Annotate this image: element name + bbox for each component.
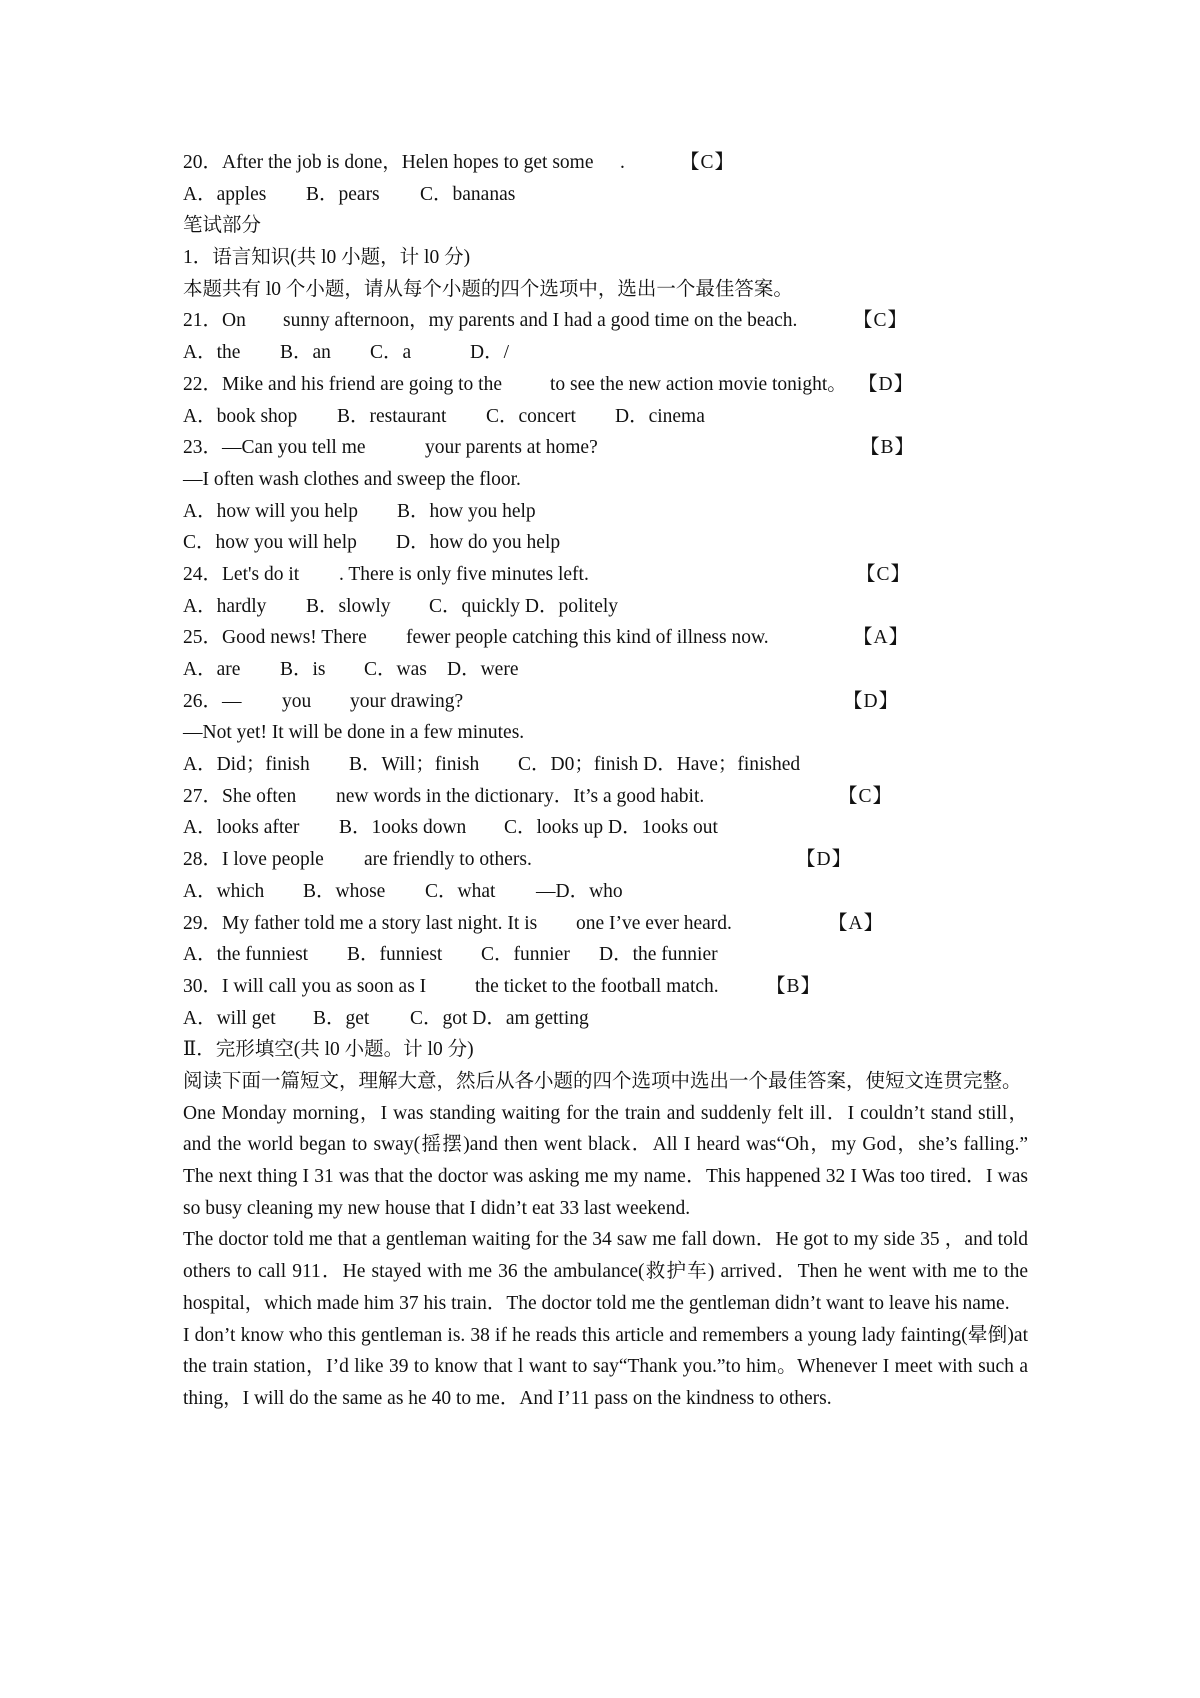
question-stem-cont: sunny afternoon，my parents and I had a good time on the beach. [283, 310, 798, 332]
question-stem-cont: the ticket to the football match. [475, 975, 719, 997]
option-d: D．the funnier [599, 944, 718, 966]
passage-paragraph-2: The doctor told me that a gentleman waiting for the 34 saw me fall down．He got to my side 35 ，and told others to call 911．He stayed with me 36 the ambulance(救护车) arrived．Then he went with me to the hospital，which made him 37 his train．The doctor told me the gentleman didn’t want to leave his name. [183, 1229, 1028, 1314]
question-29 [183, 908, 1028, 940]
option-c: C．how you will help [183, 532, 357, 554]
question-20 [183, 147, 1028, 179]
option-c: C．funnier [481, 944, 570, 966]
option-b: B．pears [306, 183, 380, 205]
question-stem: 21．On [183, 310, 246, 332]
option-a: A．the funniest [183, 944, 309, 966]
question-30 [183, 971, 1028, 1003]
option-d: D．how do you help [396, 532, 561, 554]
passage-paragraph-3: I don’t know who this gentleman is. 38 if he reads this article and remembers a young lady fainting(晕倒)at the train station，I’d like 39 to know that l want to say“Thank you.”to him。Whenever I meet with such a thing，I will do the same as he 40 to me．And I’11 pass on the kindness to others. [183, 1324, 1028, 1409]
option-a: A．how will you help [183, 500, 358, 522]
options-20 [183, 179, 1028, 211]
question-22 [183, 369, 1028, 401]
answer-key: 【A】 [853, 627, 910, 649]
answer-key: 【C】 [680, 152, 736, 173]
option-a: A．Did；finish [183, 754, 310, 776]
option-a: A．will get [183, 1007, 276, 1029]
question-stem: 22．Mike and his friend are going to the [183, 373, 502, 395]
options-29 [183, 939, 1028, 971]
option-a: A．book shop [183, 405, 298, 427]
option-b: B．funniest [347, 944, 443, 966]
option-b: B．is [280, 659, 326, 680]
question-stem: 29．My father told me a story last night. It is [183, 912, 538, 934]
option-b: B．how you help [397, 500, 536, 522]
question-stem: 25．Good news! There [183, 627, 367, 649]
options-23-ab [183, 496, 1028, 528]
question-23-reply: —I often wash clothes and sweep the floor. [183, 468, 521, 490]
answer-key: 【A】 [828, 912, 885, 934]
options-24 [183, 591, 1028, 623]
option-d: —D．who [536, 880, 623, 902]
option-c: C．got D．am getting [410, 1007, 589, 1029]
question-stem-cont: your drawing? [350, 690, 464, 712]
answer-key: 【C】 [853, 310, 909, 332]
option-b: B．an [280, 342, 331, 364]
question-26-reply: —Not yet! It will be done in a few minutes. [183, 722, 525, 744]
exam-page [183, 147, 1028, 1415]
question-stem-cont: are friendly to others. [364, 849, 532, 871]
options-22 [183, 401, 1028, 433]
options-23-cd [183, 527, 1028, 559]
answer-key: 【B】 [860, 437, 916, 459]
question-27 [183, 781, 1028, 813]
answer-key: 【C】 [856, 563, 912, 585]
question-stem: 28．I love people [183, 849, 324, 871]
question-28 [183, 844, 1028, 876]
question-stem-cont: . There is only five minutes left. [339, 563, 589, 585]
answer-key: 【D】 [858, 373, 915, 395]
option-d: D．were [447, 659, 519, 680]
question-stem-cont: to see the new action movie tonight。 [550, 373, 847, 395]
question-24 [183, 559, 1028, 591]
option-a: A．which [183, 880, 265, 902]
question-stem-cont: one I’ve ever heard. [576, 912, 732, 934]
question-stem: 24．Let's do it [183, 563, 300, 585]
section-2-title: Ⅱ．完形填空(共 l0 小题。计 l0 分) [183, 1039, 474, 1061]
passage-paragraph-1: One Monday morning，I was standing waiting for the train and suddenly felt ill．I couldn’t stand still，and the world began to sway(摇摆)and then went black．All I heard was“Oh，my God，she’s falling.” The next thing I 31 was that the doctor was asking me my name．This happened 32 I Was too tired．I was so busy cleaning my new house that I didn’t eat 33 last weekend. [183, 1102, 1028, 1219]
answer-key: 【B】 [766, 975, 822, 997]
options-30 [183, 1003, 1028, 1035]
option-b: B．slowly [306, 595, 391, 617]
option-b: B．1ooks down [339, 817, 467, 839]
option-b: B．Will；finish [349, 754, 480, 776]
question-stem: 20．After the job is done，Helen hopes to get some [183, 152, 594, 173]
question-25 [183, 622, 1028, 654]
options-26 [183, 749, 1028, 781]
question-stem: 23．—Can you tell me [183, 437, 366, 459]
option-c: C．looks up D．1ooks out [504, 817, 718, 839]
option-a: A．apples [183, 183, 267, 205]
options-21 [183, 337, 1028, 369]
question-stem-cont: new words in the dictionary．It’s a good habit. [336, 785, 705, 807]
section-1-instruction: 本题共有 l0 个小题，请从每个小题的四个选项中，选出一个最佳答案。 [183, 278, 793, 300]
option-c: C．was [364, 659, 427, 680]
answer-key: 【D】 [796, 849, 853, 871]
option-a: A．hardly [183, 595, 267, 617]
option-d: D．cinema [615, 405, 705, 427]
question-21 [183, 305, 1028, 337]
option-b: B．restaurant [337, 405, 447, 427]
section-1-title: 1．语言知识(共 l0 小题，计 l0 分) [183, 247, 471, 269]
option-c: C．quickly D．politely [429, 595, 619, 617]
answer-key: 【D】 [843, 690, 900, 712]
option-b: B．whose [303, 880, 386, 902]
question-23 [183, 432, 1028, 464]
options-27 [183, 812, 1028, 844]
question-stem-cont: you [282, 690, 312, 712]
option-c: C．D0；finish D．Have；finished [518, 754, 801, 776]
answer-key: 【C】 [838, 785, 894, 807]
option-c: C．a [370, 342, 412, 364]
question-stem: 30．I will call you as soon as I [183, 975, 427, 997]
blank-dot: . [620, 152, 625, 173]
option-a: A．looks after [183, 817, 300, 839]
written-section-title: 笔试部分 [183, 215, 262, 237]
question-stem-cont: fewer people catching this kind of illness now. [406, 627, 769, 649]
section-2-instruction: 阅读下面一篇短文，理解大意，然后从各小题的四个选项中选出一个最佳答案，使短文连贯完整。 [183, 1070, 1022, 1092]
option-a: A．are [183, 659, 241, 680]
question-stem-cont: your parents at home? [425, 437, 598, 459]
question-stem: 26．— [183, 690, 242, 712]
options-25 [183, 654, 1028, 686]
question-stem: 27．She often [183, 785, 297, 807]
option-c: C．bananas [420, 183, 516, 205]
option-d: D．/ [470, 342, 510, 364]
option-b: B．get [313, 1007, 370, 1029]
question-26 [183, 686, 1028, 718]
section-2-instruction-block [183, 1066, 1028, 1415]
options-28 [183, 876, 1028, 908]
option-a: A．the [183, 342, 241, 364]
option-c: C．concert [486, 405, 576, 427]
option-c: C．what [425, 880, 496, 902]
